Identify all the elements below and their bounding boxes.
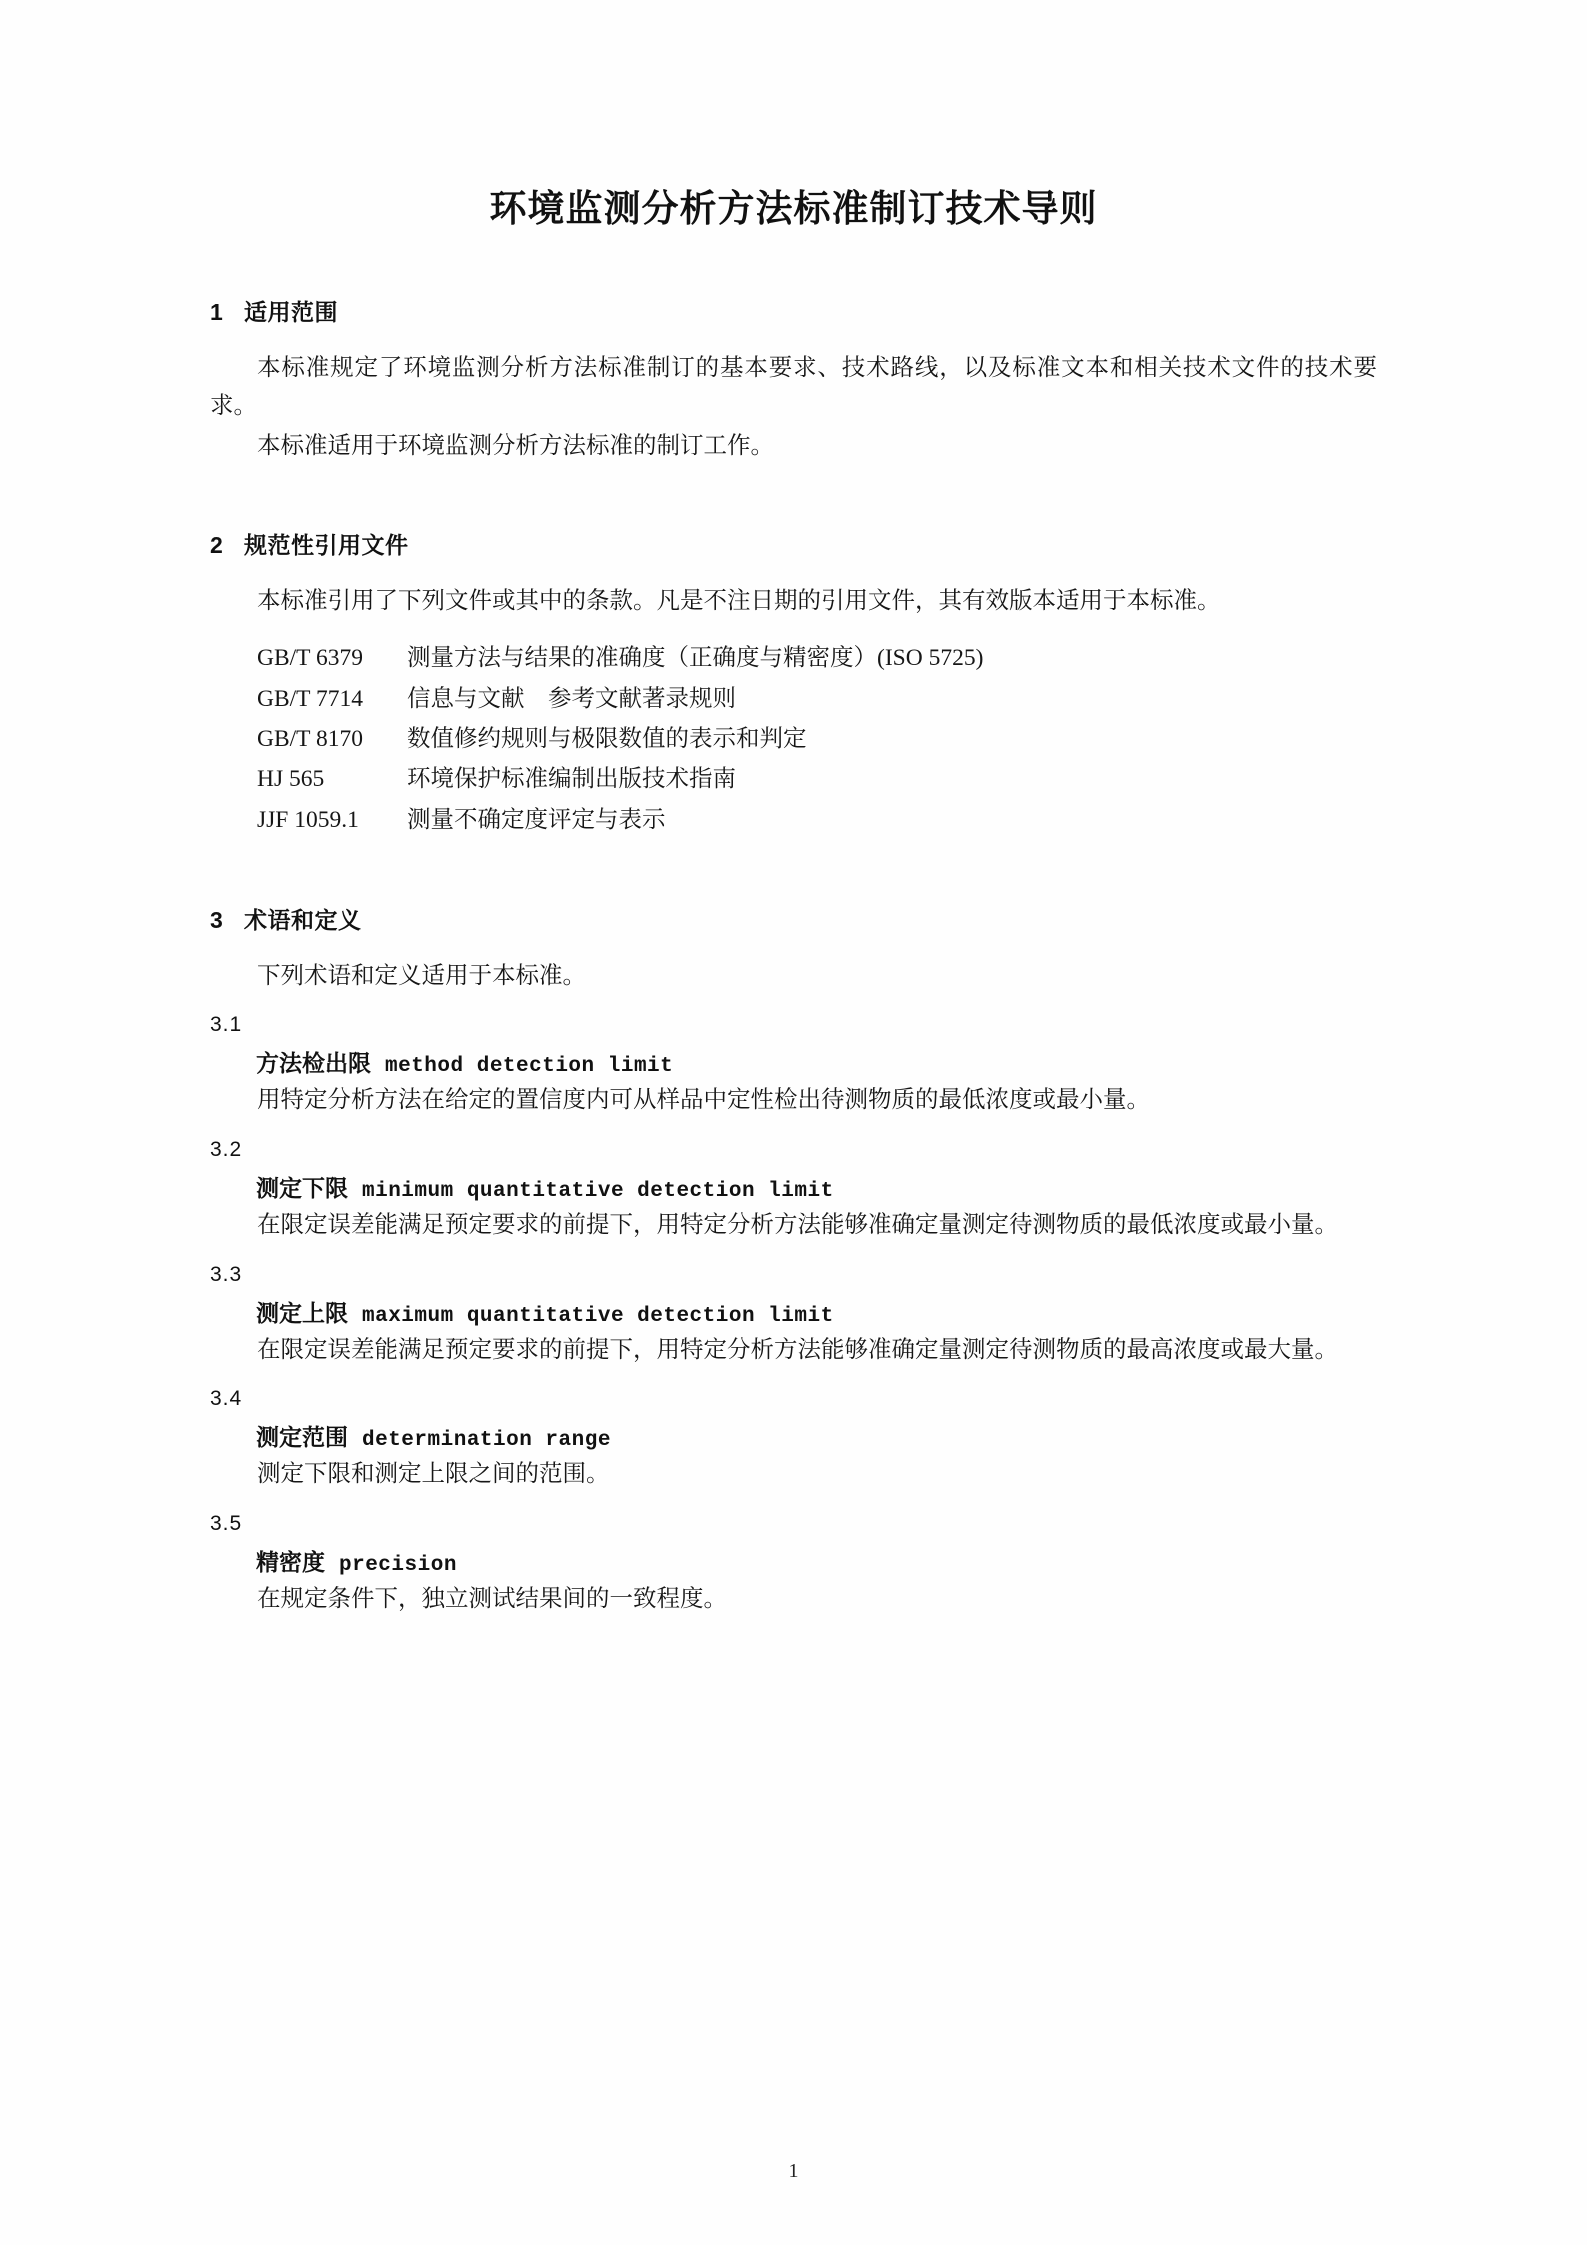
reference-title: 环境保护标准编制出版技术指南 <box>407 766 736 793</box>
section-heading-2 <box>210 527 1377 560</box>
term-number-3-3: 3.3 <box>210 1262 243 1286</box>
section-number-2: 2 <box>210 532 224 559</box>
reference-code: GB/T 7714 <box>257 685 363 712</box>
reference-title: 数值修约规则与极限数值的表示和判定 <box>407 726 807 753</box>
term-name-en: maximum quantitative detection limit <box>362 1304 834 1328</box>
section-title-1: 适用范围 <box>244 299 338 325</box>
term-name-3-3 <box>210 1295 1377 1328</box>
term-definition-3-5: 在规定条件下，独立测试结果间的一致程度。 <box>257 1585 727 1612</box>
section-heading-3 <box>210 902 1377 935</box>
term-name-en: determination range <box>362 1429 611 1453</box>
term-name-cn: 测定下限 <box>256 1174 348 1201</box>
section-heading-1 <box>210 294 1377 327</box>
section-2-paragraph-1: 本标准引用了下列文件或其中的条款。凡是不注日期的引用文件，其有效版本适用于本标准。 <box>257 588 1221 615</box>
section-number-3: 3 <box>210 907 224 934</box>
term-name-3-1 <box>210 1045 1377 1078</box>
term-name-3-4 <box>210 1419 1377 1452</box>
reference-code: GB/T 8170 <box>257 726 363 753</box>
term-name-en: method detection limit <box>385 1055 674 1079</box>
section-title-3: 术语和定义 <box>244 907 362 934</box>
list-item <box>210 719 1377 759</box>
term-number-3-1: 3.1 <box>210 1013 243 1037</box>
term-number-3-4: 3.4 <box>210 1387 243 1411</box>
reference-title: 测量不确定度评定与表示 <box>407 806 666 833</box>
term-number-3-2: 3.2 <box>210 1137 243 1161</box>
term-number-3-5: 3.5 <box>210 1511 243 1535</box>
list-item <box>210 759 1377 799</box>
term-name-cn: 测定范围 <box>256 1424 348 1451</box>
reference-title: 信息与文献 参考文献著录规则 <box>407 685 736 712</box>
term-name-en: minimum quantitative detection limit <box>362 1179 834 1203</box>
page-title: 环境监测分析方法标准制订技术导则 <box>489 188 1098 229</box>
term-name-3-5 <box>210 1544 1377 1577</box>
section-1-paragraph-1: 本标准规定了环境监测分析方法标准制订的基本要求、技术路线，以及标准文本和相关技术文件的技术要求。 <box>210 355 1377 420</box>
term-definition-3-4: 测定下限和测定上限之间的范围。 <box>257 1461 610 1488</box>
section-1-paragraph-2: 本标准适用于环境监测分析方法标准的制订工作。 <box>257 433 774 460</box>
normative-reference-list <box>210 638 1377 840</box>
section-title-2: 规范性引用文件 <box>244 532 409 559</box>
list-item <box>210 638 1377 678</box>
term-definition-3-3: 在限定误差能满足预定要求的前提下，用特定分析方法能够准确定量测定待测物质的最高浓度或最大量。 <box>257 1336 1338 1363</box>
list-item <box>210 800 1377 840</box>
term-name-cn: 精密度 <box>256 1548 325 1575</box>
section-3-paragraph-1: 下列术语和定义适用于本标准。 <box>257 963 586 990</box>
reference-code: JJF 1059.1 <box>257 806 359 833</box>
term-name-en: precision <box>339 1553 457 1577</box>
section-number-1: 1 <box>210 299 224 325</box>
term-name-cn: 方法检出限 <box>256 1050 371 1077</box>
term-name-cn: 测定上限 <box>256 1299 348 1326</box>
reference-code: GB/T 6379 <box>257 645 363 672</box>
term-name-3-2 <box>210 1170 1377 1203</box>
page-number: 1 <box>788 2160 799 2182</box>
reference-code: HJ 565 <box>257 766 325 793</box>
list-item <box>210 679 1377 719</box>
reference-title: 测量方法与结果的准确度（正确度与精密度）(ISO 5725) <box>407 645 984 672</box>
term-definition-3-2: 在限定误差能满足预定要求的前提下，用特定分析方法能够准确定量测定待测物质的最低浓度或最小量。 <box>257 1211 1338 1238</box>
term-definition-3-1: 用特定分析方法在给定的置信度内可从样品中定性检出待测物质的最低浓度或最小量。 <box>257 1087 1150 1114</box>
